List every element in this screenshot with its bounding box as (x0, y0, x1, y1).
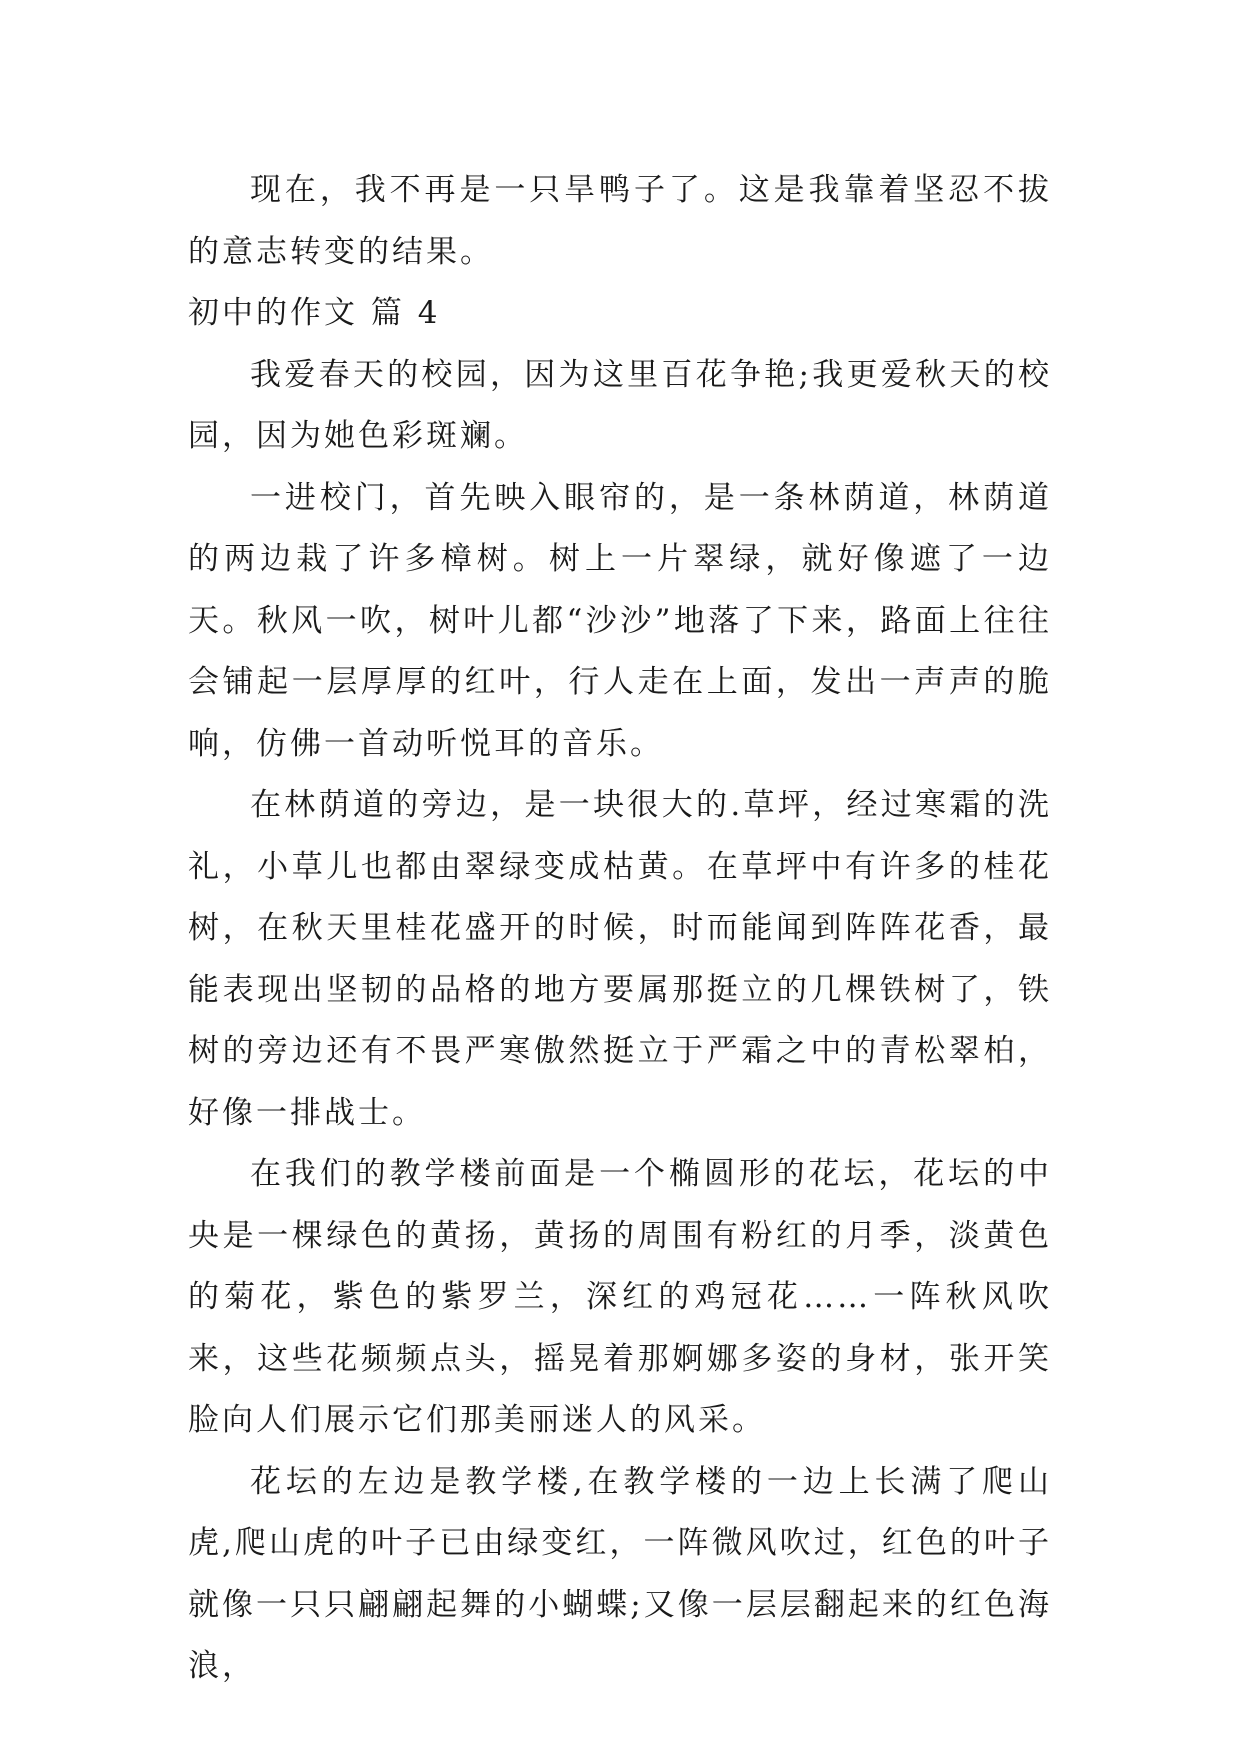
paragraph-4: 在我们的教学楼前面是一个椭圆形的花坛，花坛的中央是一棵绿色的黄扬，黄扬的周围有粉红的月季，淡黄色的菊花，紫色的紫罗兰，深红的鸡冠花……一阵秋风吹来，这些花频频点头，摇晃着那婀娜多姿的身材，张开笑脸向人们展示它们那美丽迷人的风采。 (188, 1156, 1052, 1438)
paragraph-3: 在林荫道的旁边，是一块很大的.草坪，经过寒霜的洗礼，小草儿也都由翠绿变成枯黄。在草坪中有许多的桂花树，在秋天里桂花盛开的时候，时而能闻到阵阵花香，最能表现出坚韧的品格的地方要属那挺立的几棵铁树了，铁树的旁边还有不畏严寒傲然挺立于严霜之中的青松翠柏，好像一排战士。 (188, 787, 1052, 1131)
essay-body (188, 160, 1052, 1698)
section-heading: 初中的作文 篇 4 (188, 295, 441, 331)
intro-paragraph: 现在，我不再是一只旱鸭子了。这是我靠着坚忍不拔的意志转变的结果。 (188, 172, 1052, 270)
paragraph-5: 花坛的左边是教学楼,在教学楼的一边上长满了爬山虎,爬山虎的叶子已由绿变红，一阵微风吹过，红色的叶子就像一只只翩翩起舞的小蝴蝶;又像一层层翻起来的红色海浪， (188, 1463, 1052, 1684)
paragraph-2: 一进校门，首先映入眼帘的，是一条林荫道，林荫道的两边栽了许多樟树。树上一片翠绿，就好像遮了一边天。秋风一吹，树叶儿都“沙沙”地落了下来，路面上往往会铺起一层厚厚的红叶，行人走在上面，发出一声声的脆响，仿佛一首动听悦耳的音乐。 (188, 479, 1052, 762)
paragraph-1: 我爱春天的校园，因为这里百花争艳;我更爱秋天的校园，因为她色彩斑斓。 (188, 356, 1052, 454)
